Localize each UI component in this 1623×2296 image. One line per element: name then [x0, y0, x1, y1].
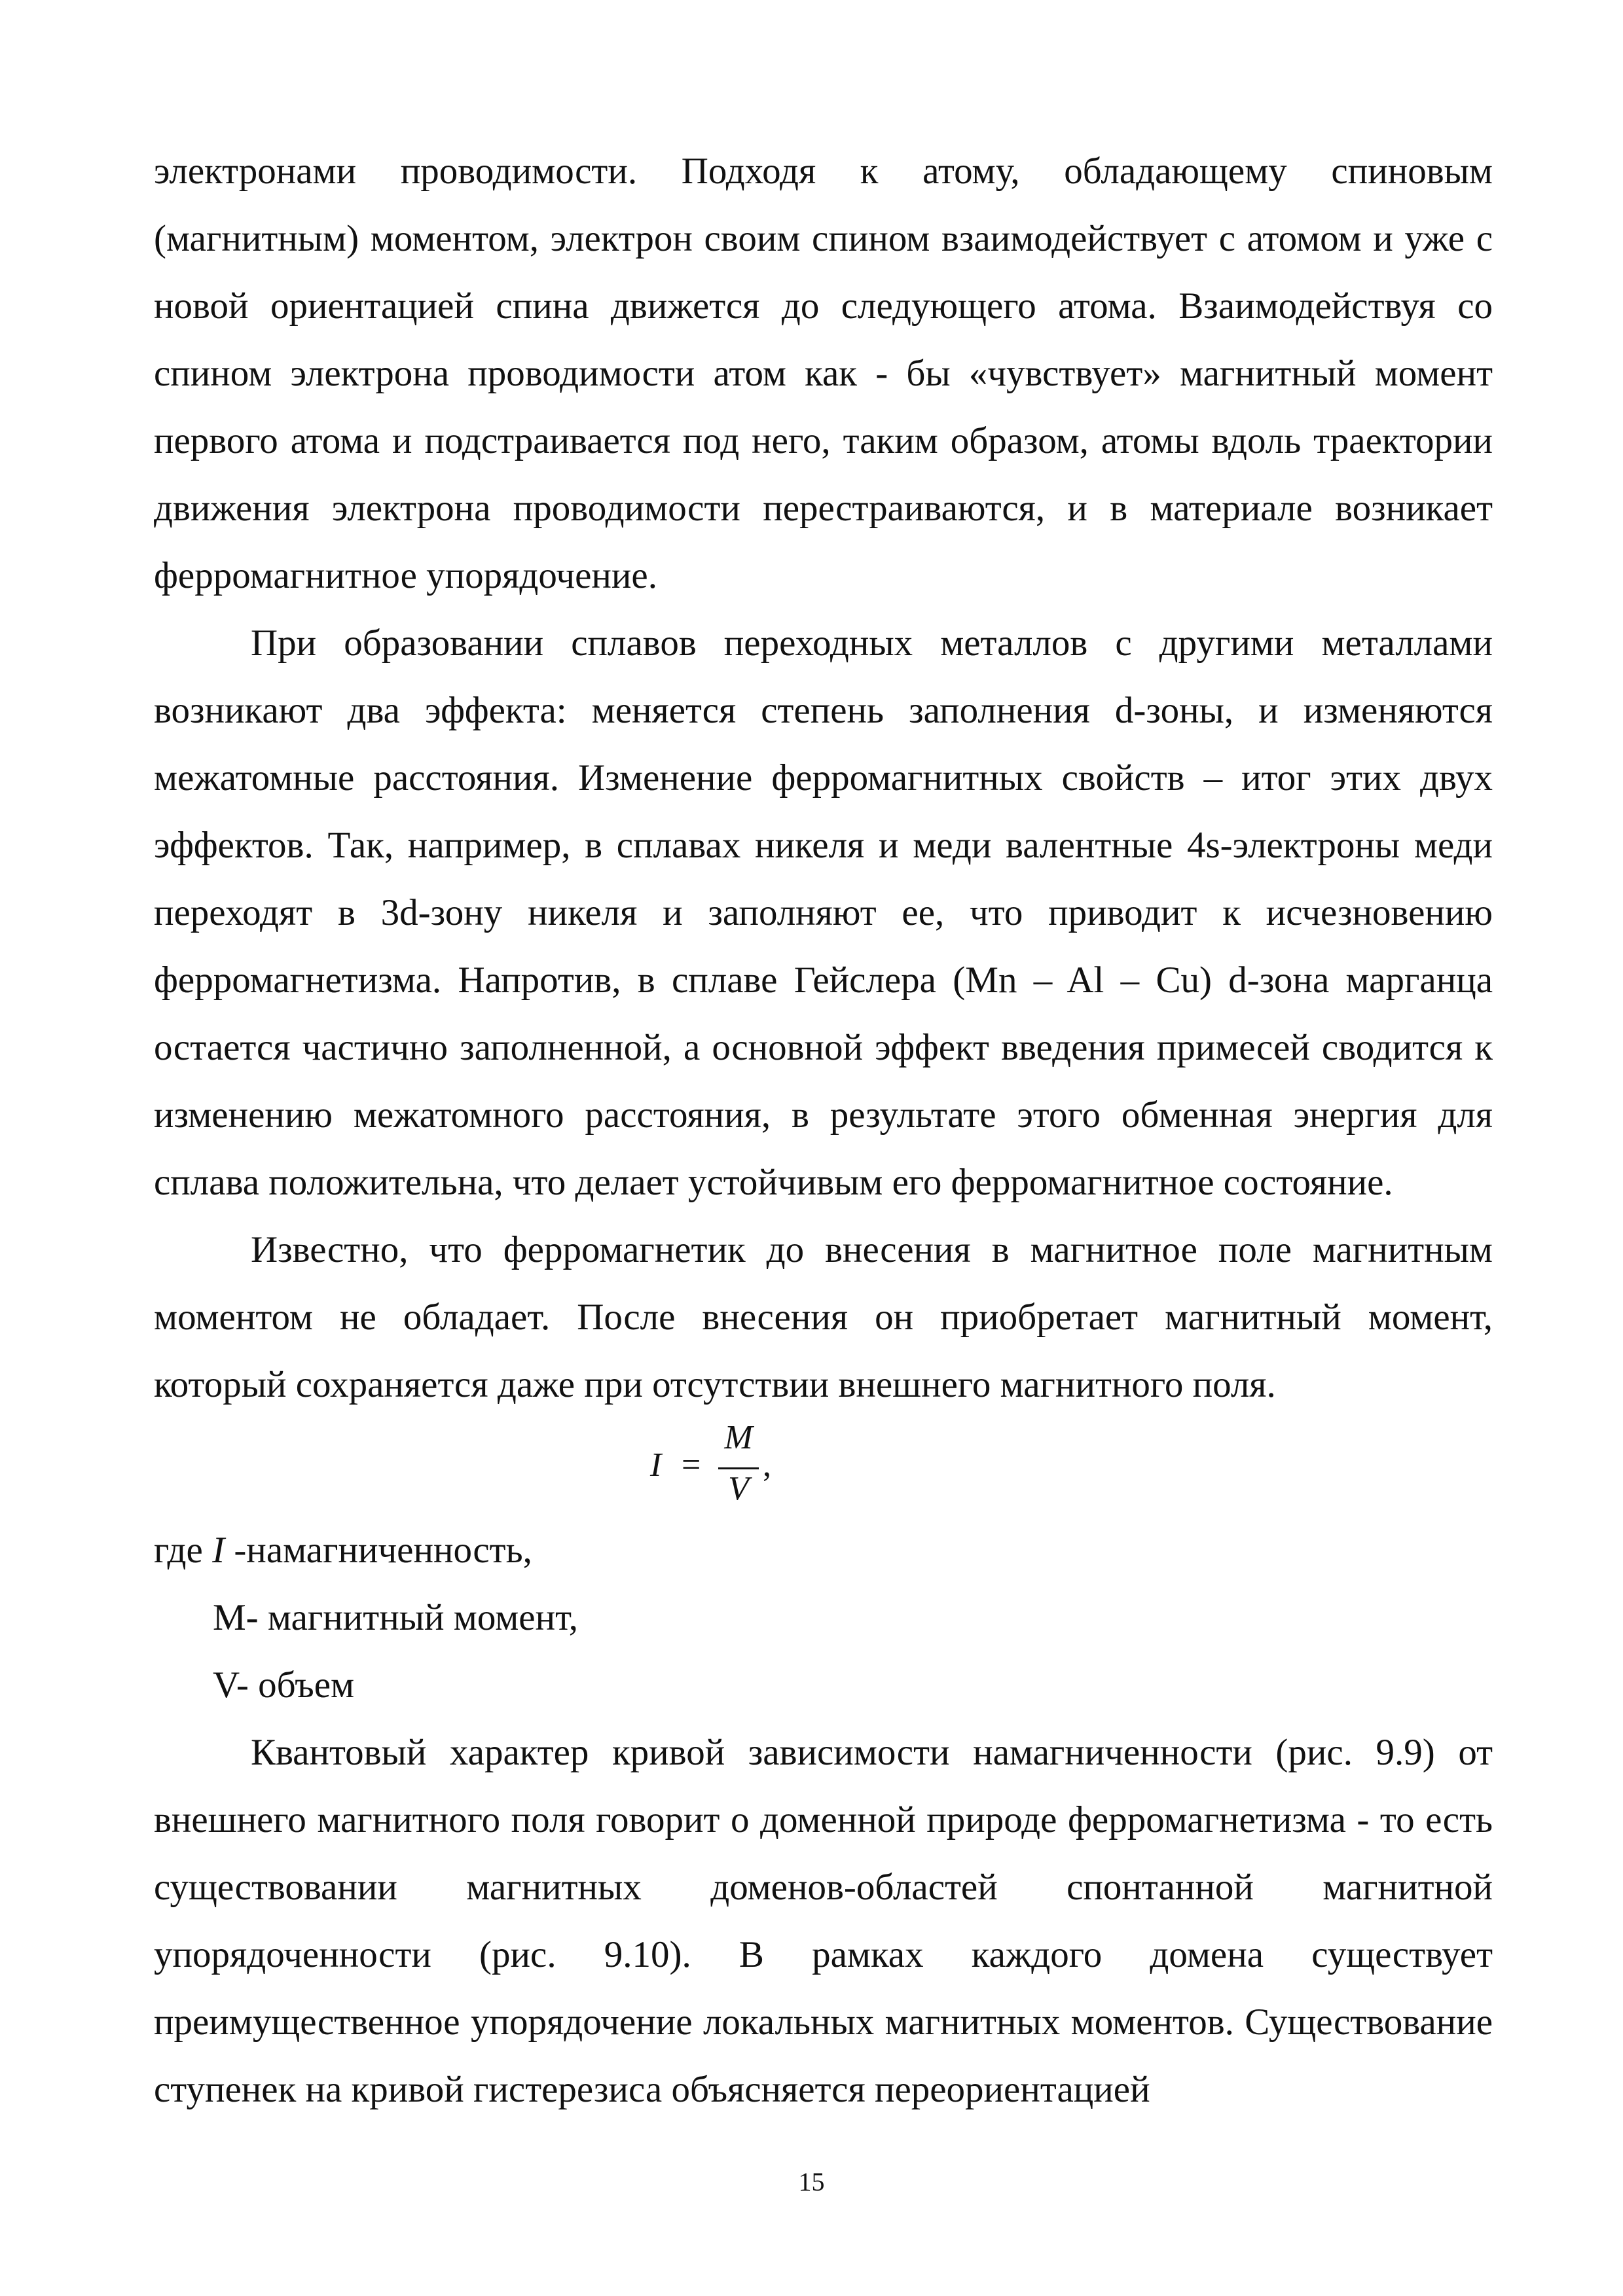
paragraph-3: Известно, что ферромагнетик до внесения в магнитное поле магнитным моментом не обладает. После внесения он приобретает магнитный момент, который сохраняется даже при отсутствии внешнего магнитного поля.: [154, 1229, 1493, 1405]
formula-magnetization: [154, 1418, 1493, 1516]
definition-magnetization: [154, 1516, 1493, 1584]
paragraph-4: Квантовый характер кривой зависимости намагниченности (рис. 9.9) от внешнего магнитного поля говорит о доменной природе ферромагнетизма - то есть существовании магнитных доменов-областей спонтанной магнитной упорядоченности (рис. 9.10). В рамках каждого домена существует преимущественное упорядочение локальных магнитных моментов. Существование ступенек на кривой гистерезиса объясняется переориентацией: [154, 1732, 1493, 2110]
formula-denominator: V: [728, 1470, 749, 1507]
paragraph-1: электронами проводимости. Подходя к атому, обладающему спиновым (магнитным) моментом, электрон своим спином взаимодействует с атомом и уже с новой ориентацией спина движется до следующего атома. Взаимодействуя со спином электрона проводимости атом как - бы «чувствует» магнитный момент первого атома и подстраивается под него, таким образом, атомы вдоль траектории движения электрона проводимости перестраиваются, и в материале возникает ферромагнитное упорядочение.: [154, 151, 1493, 596]
formula-lhs: I: [650, 1446, 662, 1484]
page-number: 15: [798, 2167, 825, 2197]
formula-numerator: M: [724, 1419, 753, 1456]
paragraph-2: При образовании сплавов переходных металлов с другими металлами возникают два эффекта: меняется степень заполнения d-зоны, и изменяются межатомные расстояния. Изменение ферромагнитных свойств – итог этих двух эффектов. Так, например, в сплавах никеля и меди валентные 4s-электроны меди переходят в 3d-зону никеля и заполняют ее, что приводит к исчезновению ферромагнетизма. Напротив, в сплаве Гейслера (Mn – Al – Cu) d-зона марганца остается частично заполненной, а основной эффект введения примесей сводится к изменению межатомного расстояния, в результате этого обменная энергия для сплава положительна, что делает устойчивым его ферромагнитное состояние.: [154, 622, 1493, 1203]
definition-symbol: I: [212, 1530, 225, 1571]
definition-volume: V- объем: [213, 1664, 355, 1706]
page-body: [154, 137, 1493, 2123]
definition-prefix: где: [154, 1530, 213, 1571]
definition-text: -намагниченность,: [225, 1530, 532, 1571]
definition-moment: М- магнитный момент,: [213, 1597, 578, 1638]
formula-equals: =: [682, 1446, 701, 1484]
formula-comma: ,: [763, 1446, 771, 1484]
